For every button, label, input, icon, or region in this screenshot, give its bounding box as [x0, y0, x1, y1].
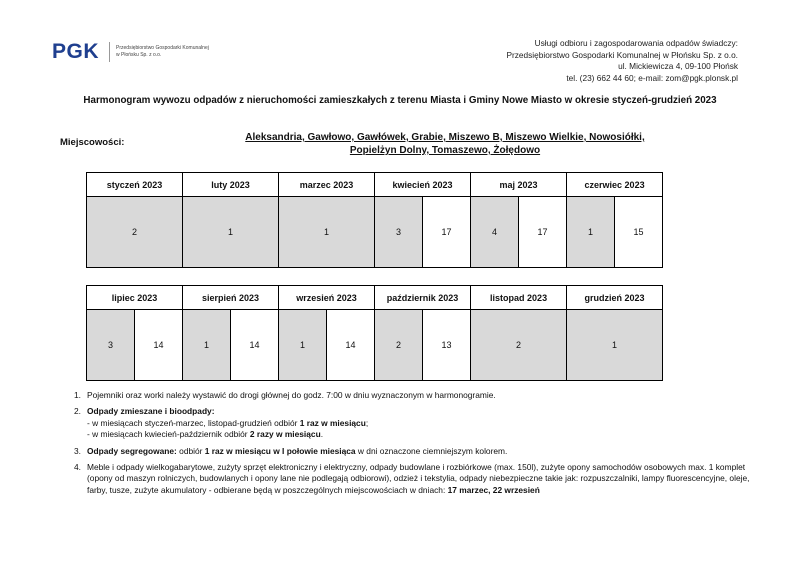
mixed-pickup-day: 1	[183, 310, 231, 381]
month-header: lipiec 2023	[87, 286, 183, 310]
logo-divider	[109, 42, 110, 62]
segregated-pickup-day: 17	[519, 197, 567, 268]
segregated-pickup-day: 14	[135, 310, 183, 381]
month-header: grudzień 2023	[567, 286, 663, 310]
note-emphasis: 2 razy w miesiącu	[249, 429, 321, 440]
note-fragment: Meble i odpady wielkogabarytowe, zużyty sprzęt elektroniczny i elektryczny, odpady budowlane i rozbiórkowe (max. 150l), zużyte opony samochodów osobowych max. 1 komplet (opony od maszyn rolniczych, budowlanych i opony lane nie podlegają odbiorowi), odzież i tekstylia, odpady niebezpieczne takie jak: rozpuszczalniki, lampy fluorescencyjne, oleje, farby, tusze, zużyte akumulatory - odbierane będą w poszczególnych miejscowościach w dniach:	[87, 462, 750, 495]
pgk-logo	[52, 40, 209, 64]
mixed-pickup-day: 1	[183, 197, 279, 268]
document-title: Harmonogram wywozu odpadów z nieruchomości zamieszkałych z terenu Miasta i Gminy Nowe Miasto w okresie styczeń-grudzień 2023	[83, 95, 717, 106]
note-number: 2.	[74, 406, 81, 417]
note-item	[74, 390, 764, 401]
logo-mark: PGK	[52, 40, 100, 63]
note-fragment: .	[320, 429, 324, 440]
note-fragment: - w miesiącach styczeń-marzec, listopad-grudzień odbiór	[87, 417, 300, 428]
month-header: luty 2023	[183, 173, 279, 197]
mixed-pickup-day: 1	[567, 197, 615, 268]
segregated-pickup-day: 13	[423, 310, 471, 381]
note-emphasis: 1 raz w miesiącu w I połowie miesiąca	[204, 445, 356, 456]
company-line: Przedsiębiorstwo Gospodarki Komunalnej w Płońsku Sp. z o.o.	[506, 49, 738, 60]
month-header: listopad 2023	[471, 286, 567, 310]
mixed-pickup-day: 4	[471, 197, 519, 268]
segregated-pickup-day: 14	[231, 310, 279, 381]
logo-subtext	[116, 45, 209, 59]
segregated-pickup-day: 17	[423, 197, 471, 268]
month-header: kwiecień 2023	[375, 173, 471, 197]
note-fragment: odbiór	[176, 445, 205, 456]
calendar-table-jan-jun	[86, 172, 663, 268]
locations-label: Miejscowości:	[60, 137, 125, 148]
company-line: Usługi odbioru i zagospodarowania odpadów świadczy:	[534, 38, 738, 48]
month-header: maj 2023	[471, 173, 567, 197]
company-contact: tel. (23) 662 44 60; e-mail: zom@pgk.plonsk.pl	[566, 72, 738, 83]
note-text	[87, 462, 764, 496]
locations-line-2: Popielżyn Dolny, Tomaszewo, Żołędowo	[349, 145, 541, 156]
note-text	[87, 446, 764, 457]
month-header: styczeń 2023	[87, 173, 183, 197]
note-item	[74, 462, 764, 496]
note-fragment: - w miesiącach kwiecień-październik odbiór	[87, 429, 250, 440]
notes-list	[74, 390, 764, 501]
note-item	[74, 446, 764, 457]
note-emphasis: 1 raz w miesiącu	[299, 417, 366, 428]
mixed-pickup-day: 2	[375, 310, 423, 381]
note-text: Pojemniki oraz worki należy wystawić do drogi głównej do godz. 7:00 w dniu wyznaczonym w harmonogramie.	[87, 390, 496, 400]
note-number: 3.	[74, 445, 81, 456]
company-address: ul. Mickiewicza 4, 09-100 Płońsk	[618, 61, 738, 72]
note-number: 4.	[74, 462, 81, 473]
logo-subtext-line-1: Przedsiębiorstwo Gospodarki Komunalnej	[116, 45, 209, 51]
month-header: sierpień 2023	[183, 286, 279, 310]
locations-line-1: Aleksandria, Gawłowo, Gawłówek, Grabie, Miszewo B, Miszewo Wielkie, Nowosiółki,	[245, 132, 645, 143]
month-header: marzec 2023	[279, 173, 375, 197]
segregated-pickup-day: 14	[327, 310, 375, 381]
mixed-pickup-day: 3	[87, 310, 135, 381]
logo-subtext-line-2: w Płońsku Sp. z o.o.	[116, 52, 162, 58]
mixed-pickup-day: 2	[471, 310, 567, 381]
company-info	[506, 38, 738, 84]
month-header: wrzesień 2023	[279, 286, 375, 310]
month-header: październik 2023	[375, 286, 471, 310]
month-header: czerwiec 2023	[567, 173, 663, 197]
note-number: 1.	[74, 390, 81, 400]
note-fragment: w dni oznaczone ciemniejszym kolorem.	[355, 445, 508, 456]
note-item	[74, 406, 764, 440]
mixed-pickup-day: 1	[279, 197, 375, 268]
mixed-pickup-day: 3	[375, 197, 423, 268]
note-fragment: ;	[365, 417, 369, 428]
mixed-pickup-day: 1	[279, 310, 327, 381]
note-text	[87, 406, 764, 440]
note-heading: Odpady zmieszane i bioodpady:	[87, 406, 215, 417]
segregated-pickup-day: 15	[615, 197, 663, 268]
mixed-pickup-day: 1	[567, 310, 663, 381]
calendar-table-jul-dec	[86, 285, 663, 381]
note-heading: Odpady segregowane:	[87, 445, 177, 456]
mixed-pickup-day: 2	[87, 197, 183, 268]
locations-list	[205, 131, 685, 157]
note-emphasis: 17 marzec, 22 wrzesień	[447, 484, 540, 495]
